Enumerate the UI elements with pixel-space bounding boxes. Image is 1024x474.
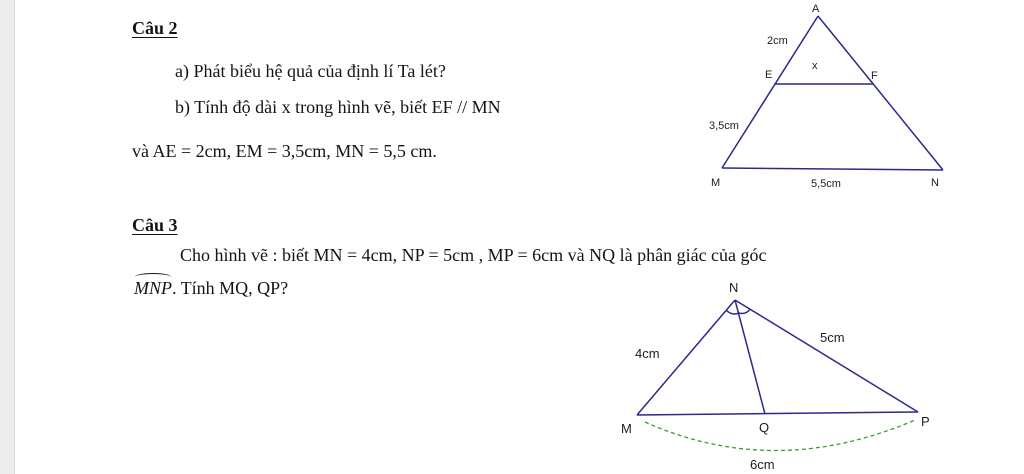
label-x: x — [812, 60, 818, 72]
q2-triangle-figure — [695, 0, 965, 200]
label-mn-length: 4cm — [635, 346, 660, 361]
q3-line1: Cho hình vẽ : biết MN = 4cm, NP = 5cm , MP = 6cm và NQ là phân giác của góc — [180, 245, 767, 265]
angle-arc-right — [739, 309, 750, 314]
label-np-length: 5cm — [820, 330, 845, 345]
mp-dashed-arc — [645, 420, 915, 451]
label-m: M — [711, 177, 721, 189]
label-mp-length: 6cm — [750, 457, 775, 472]
label-mn: 5,5cm — [811, 178, 841, 190]
label-f: F — [871, 70, 878, 82]
page-margin-strip — [0, 0, 15, 474]
q3-line2 — [134, 277, 288, 299]
angle-mnp-symbol: MNP — [134, 278, 172, 298]
segment-nq-bisector — [735, 300, 765, 414]
q2-given: và AE = 2cm, EM = 3,5cm, MN = 5,5 cm. — [132, 141, 437, 161]
q2-part-a: a) Phát biểu hệ quả của định lí Ta lét? — [175, 61, 446, 81]
q3-line2-rest: . Tính MQ, QP? — [172, 278, 289, 298]
label-a: A — [812, 3, 820, 15]
label-n: N — [931, 177, 939, 189]
label-em: 3,5cm — [709, 120, 739, 132]
label-n: N — [729, 280, 739, 295]
segment-mn — [722, 168, 943, 170]
label-ae: 2cm — [767, 35, 788, 47]
q2-heading: Câu 2 — [132, 18, 178, 38]
q2-part-b: b) Tính độ dài x trong hình vẽ, biết EF // MN — [175, 97, 501, 117]
segment-np — [735, 300, 918, 412]
q3-triangle-figure — [615, 280, 965, 472]
q3-heading: Câu 3 — [132, 215, 178, 235]
segment-mp — [637, 412, 918, 415]
label-q: Q — [759, 420, 770, 435]
label-p: P — [921, 414, 930, 429]
segment-an — [818, 16, 943, 170]
label-m: M — [621, 421, 632, 436]
label-e: E — [765, 69, 773, 81]
